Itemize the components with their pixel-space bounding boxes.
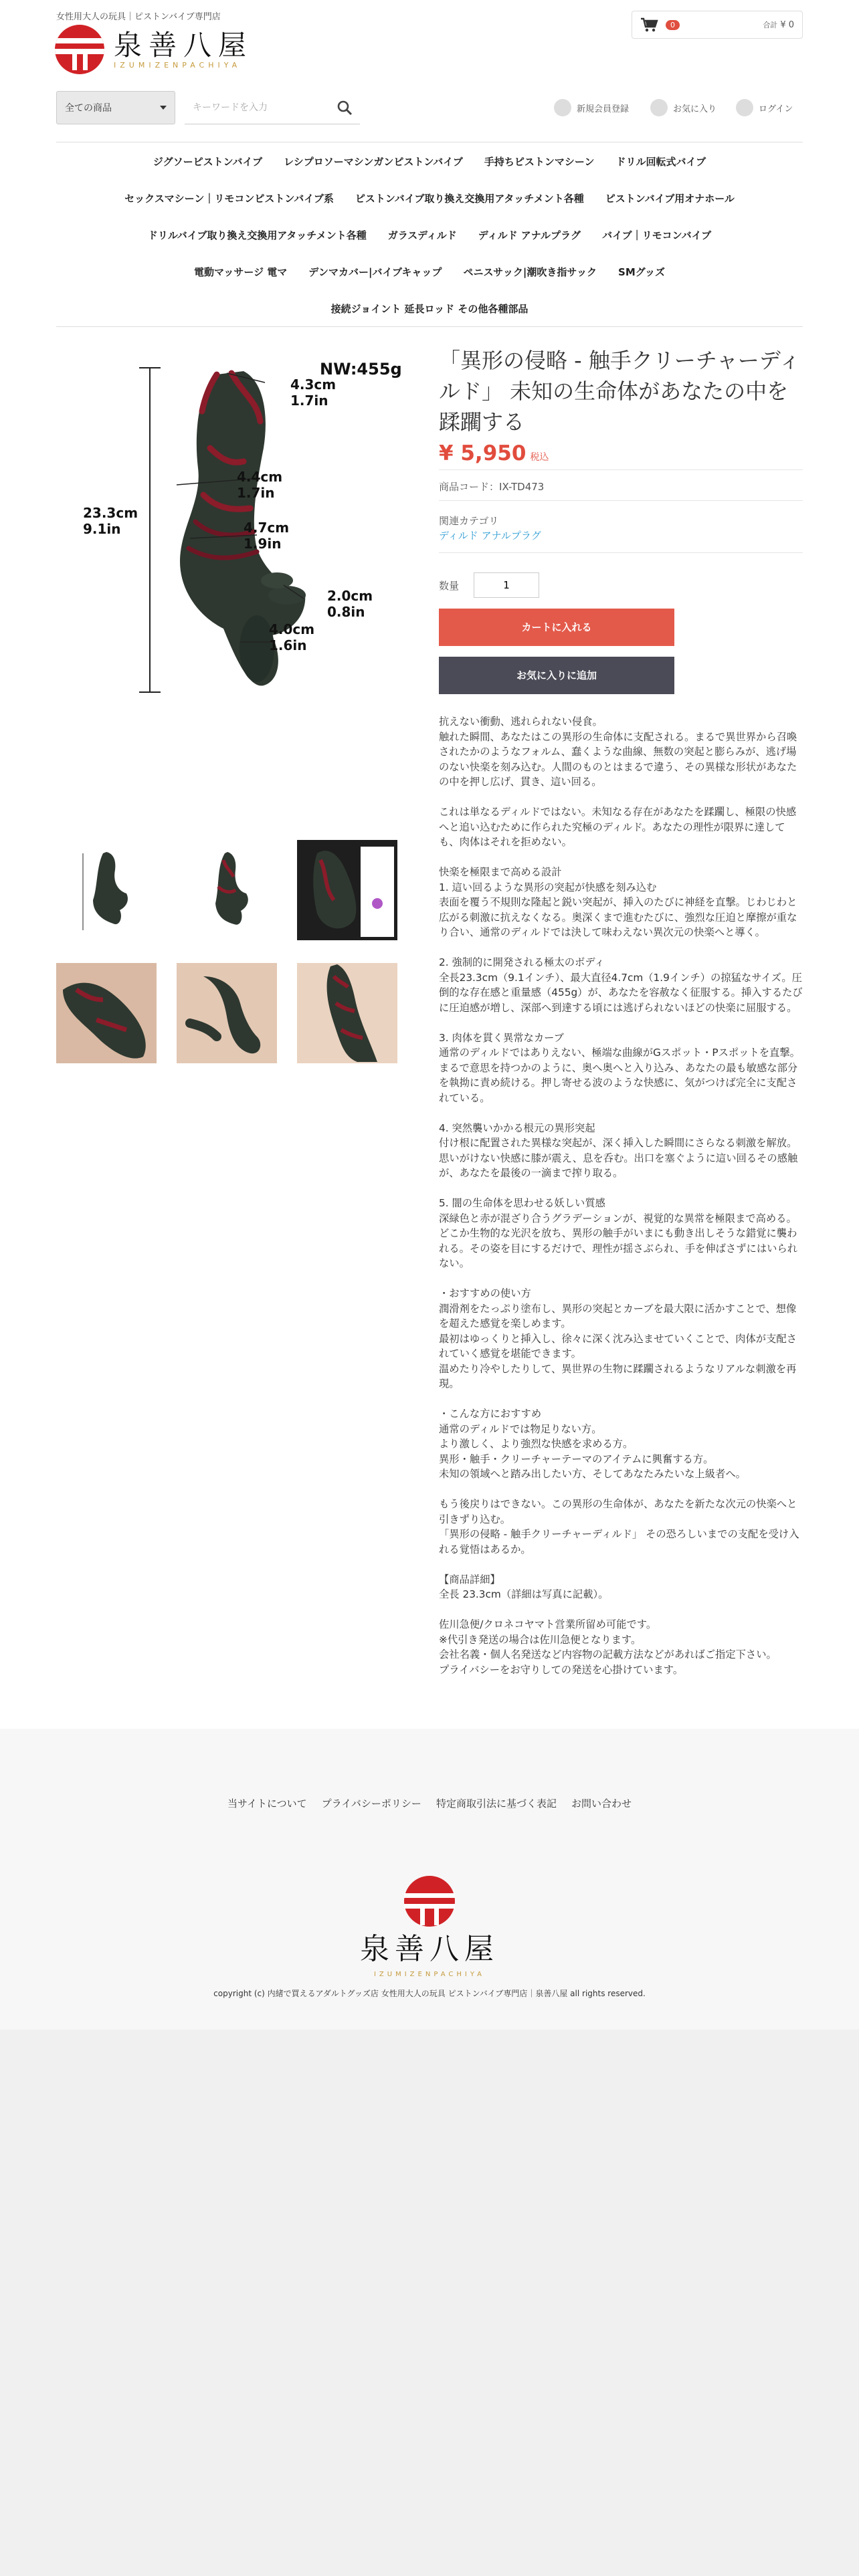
- cart-summary[interactable]: [632, 11, 803, 39]
- related-category-label: 関連カテゴリ: [439, 515, 499, 527]
- description-paragraph: 5. 闇の生命体を思わせる妖しい質感 深緑色と赤が混ざり合うグラデーションが、視覚的な異常を極限まで高める。どこか生物的な光沢を放ち、異形の触手がいまにも動き出しそうな錯覚に襲われる。その姿を目にするだけで、理性が揺さぶられ、手を伸ばさずにはいられない。: [439, 1197, 798, 1269]
- nav-item[interactable]: デンマカバー|バイブキャップ: [308, 266, 442, 278]
- nav-item[interactable]: バイブ｜リモコンバイブ: [602, 229, 712, 241]
- logo-subtext: IZUMIZENPACHIYA: [114, 60, 242, 70]
- product-title: 「異形の侵略 - 触手クリーチャーディルド」 未知の生命体があなたの中を蹂躙する: [439, 348, 801, 435]
- description-paragraph: 【商品詳細】 全長 23.3cm（詳細は写真に記載）。: [439, 1573, 609, 1600]
- copyright: copyright (c) 内緒で買えるアダルトグッズ店 女性用大人の玩具 ピストンバイブ専門店｜泉善八屋 all rights reserved.: [213, 1989, 646, 1998]
- lock-icon: [736, 99, 753, 116]
- description-paragraph: 3. 肉体を貫く異常なカーブ 通常のディルドではありえない、極端な曲線がGスポット・Pスポットを直撃。まるで意思を持つかのように、奥へ奥へと入り込み、あなたの最も敏感な部分を執拗に責め続ける。押し寄せる波のような快感に、気がつけば完全に支配されている。: [439, 1031, 800, 1104]
- nav-item[interactable]: 手持ちピストンマシーン: [484, 156, 595, 168]
- cart-total: 合計 ¥ 0: [763, 20, 794, 30]
- user-icon: [554, 99, 571, 116]
- chevron-down-icon: [160, 106, 167, 110]
- nav-item[interactable]: 電動マッサージ 電マ: [193, 266, 288, 278]
- footer-link-contact[interactable]: お問い合わせ: [571, 1798, 632, 1810]
- page-bottom-background: [0, 2030, 859, 2576]
- description-paragraph: 4. 突然襲いかかる根元の異形突起 付け根に配置された異様な突起が、深く挿入した瞬間にさらなる刺激を解放。思いがけない快感に膝が震え、息を呑む。出口を塞ぐように這い回るその感触が、あなたを最後の一滴まで搾り取る。: [439, 1121, 798, 1179]
- product-thumbnail[interactable]: [297, 840, 397, 940]
- product-thumbnail[interactable]: [177, 840, 277, 940]
- nav-item[interactable]: ペニスサック|潮吹き指サック: [463, 266, 597, 278]
- cart-icon: [640, 17, 659, 32]
- add-to-favorites-button[interactable]: お気に入りに追加: [439, 657, 674, 694]
- divider: [56, 326, 803, 327]
- dimension-label: 4.3cm 1.7in: [290, 377, 337, 409]
- product-thumbnail[interactable]: [56, 963, 157, 1063]
- product-main-image[interactable]: [56, 348, 404, 709]
- cart-count-badge: 0: [666, 20, 680, 30]
- nav-item[interactable]: レシプロソーマシンガンピストンバイブ: [284, 156, 463, 168]
- nav-item[interactable]: ドリル回転式バイブ: [615, 156, 706, 168]
- related-category-link[interactable]: ディルド アナルプラグ: [439, 530, 541, 542]
- login-link[interactable]: ログイン: [736, 99, 793, 116]
- search-icon[interactable]: [336, 99, 353, 116]
- footer-link-privacy[interactable]: プライバシーポリシー: [321, 1798, 421, 1810]
- description-paragraph: もう後戻りはできない。この異形の生命体が、あなたを新たな次元の快楽へと引きずり込む。 「異形の侵略 - 触手クリーチャーディルド」 その恐ろしいまでの支配を受け入れる覚悟はあるか。: [439, 1498, 799, 1555]
- dimension-label: 4.0cm 1.6in: [269, 621, 315, 653]
- dimension-label: 2.0cm 0.8in: [327, 588, 373, 620]
- nav-item[interactable]: ピストンバイブ取り換え交換用アタッチメント各種: [355, 193, 584, 205]
- logo-mark-icon: [55, 25, 104, 74]
- site-tagline: 女性用大人の玩具｜ピストンバイブ専門店: [56, 12, 221, 22]
- footer-logo[interactable]: [360, 1876, 499, 1983]
- svg-text:IZUMIZENPACHIYA: IZUMIZENPACHIYA: [373, 1971, 486, 1978]
- add-to-cart-button[interactable]: カートに入れる: [439, 609, 674, 646]
- svg-text:泉善八屋: 泉善八屋: [360, 1932, 499, 1966]
- nav-item[interactable]: セックスマシーン｜リモコンピストンバイブ系: [124, 193, 334, 205]
- logo-text: 泉善八屋: [114, 28, 254, 62]
- register-link[interactable]: 新規会員登録: [554, 99, 629, 116]
- nav-item[interactable]: ピストンバイブ用オナホール: [605, 193, 735, 205]
- footer-link-about[interactable]: 当サイトについて: [227, 1798, 307, 1810]
- divider: [439, 552, 803, 553]
- dimension-label: 4.4cm 1.7in: [237, 469, 283, 501]
- footer-link-legal[interactable]: 特定商取引法に基づく表記: [436, 1798, 557, 1810]
- divider: [439, 469, 803, 470]
- description-paragraph: 2. 強制的に開発される極太のボディ 全長23.3cm（9.1インチ）、最大直径4.7cm（1.9インチ）の掠猛なサイズ。圧倒的な存在感と重量感（455g）が、あなたを容赦なく征服する。挿入するたびに圧迫感が増し、深部へ到達する頃には逃げられないほどの快楽に屈服する。: [439, 956, 803, 1014]
- product-thumbnail[interactable]: [177, 963, 277, 1063]
- product-code: 商品コード：IX-TD473: [439, 481, 545, 493]
- description-paragraph: 佐川急便/クロネコヤマト営業所留め可能です。 ※代引き発送の場合は佐川急便となります。 会社名義・個人名発送など内容物の記載方法などがあればご指定下さい。 プライバシーをお守りしての発送を心掛けています。: [439, 1618, 777, 1676]
- product-price: ¥ 5,950 税込: [439, 441, 549, 465]
- footer-links: [0, 1796, 859, 1810]
- nav-item[interactable]: 接続ジョイント 延長ロッド その他各種部品: [330, 303, 529, 315]
- heart-icon: [650, 99, 668, 116]
- product-thumbnail[interactable]: [56, 840, 157, 940]
- product-description: [439, 714, 805, 1693]
- quantity-label: 数量: [439, 580, 460, 592]
- quantity-input[interactable]: [474, 572, 539, 598]
- nav-item[interactable]: ドリルバイブ取り換え交換用アタッチメント各種: [147, 229, 367, 241]
- site-logo[interactable]: [55, 23, 269, 76]
- description-paragraph: ・おすすめの使い方 潤滑剤をたっぷり塗布し、異形の突起とカーブを最大限に活かすことで、想像を超えた感覚を楽しめます。 最初はゆっくりと挿入し、徐々に深く沈み込ませていくことで、肉体が支配されていく感覚を堪能できます。 温めたり冷やしたりして、異世界の生物に蹂躙されるようなリアルな刺激を再現。: [439, 1287, 797, 1390]
- nav-item[interactable]: ディルド アナルプラグ: [478, 229, 581, 241]
- favorites-link[interactable]: お気に入り: [650, 99, 717, 116]
- nav-item[interactable]: ガラスディルド: [387, 229, 457, 241]
- nav-item[interactable]: SMグッズ: [618, 266, 666, 278]
- description-paragraph: 抗えない衝動、逃れられない侵食。 触れた瞬間、あなたはこの異形の生命体に支配される。まるで異世界から召喚されたかのようなフォルム、蠢くような曲線、無数の突起と膨らみが、逃げ場のない快楽を刻み込む。人間のものとはまるで違う、その異様な形状があなたの中を押し広げ、貫き、這い回る。: [439, 716, 797, 788]
- footer: [0, 1729, 859, 2030]
- category-select[interactable]: 全ての商品: [56, 91, 175, 124]
- description-paragraph: 快楽を極限まで高める設計 1. 這い回るような異形の突起が快感を刻み込む 表面を覆う不規則な隆起と鋭い突起が、挿入のたびに神経を直撃。じわじわと広がる刺激に抗えなくなる。奥深くまで進むたびに、強烈な圧迫と摩擦が重なり合い、通常のディルドでは決して味わえない異次元の快楽へと導く。: [439, 866, 797, 938]
- logo-mark-icon: [404, 1876, 455, 1927]
- nav-item[interactable]: ジグソーピストンバイブ: [153, 156, 263, 168]
- product-thumbnail[interactable]: [297, 963, 397, 1063]
- weight-label: NW:455g: [320, 360, 402, 379]
- dimension-label: 4.7cm 1.9in: [244, 520, 290, 552]
- dimension-label: 23.3cm 9.1in: [83, 505, 138, 537]
- divider: [439, 500, 803, 501]
- search-input[interactable]: [185, 91, 360, 124]
- global-nav: [56, 143, 803, 327]
- description-paragraph: これは単なるディルドではない。未知なる存在があなたを蹂躙し、極限の快感へと追い込むために作られた究極のディルド。あなたの理性が限界に達しても、肉体はそれを拒めない。: [439, 806, 797, 848]
- description-paragraph: ・こんな方におすすめ 通常のディルドでは物足りない方。 より激しく、より強烈な快感を求める方。 異形・触手・クリーチャーテーマのアイテムに興奮する方。 未知の領域へと踏み出したい方、そしてあなたみたいな上級者へ。: [439, 1408, 746, 1480]
